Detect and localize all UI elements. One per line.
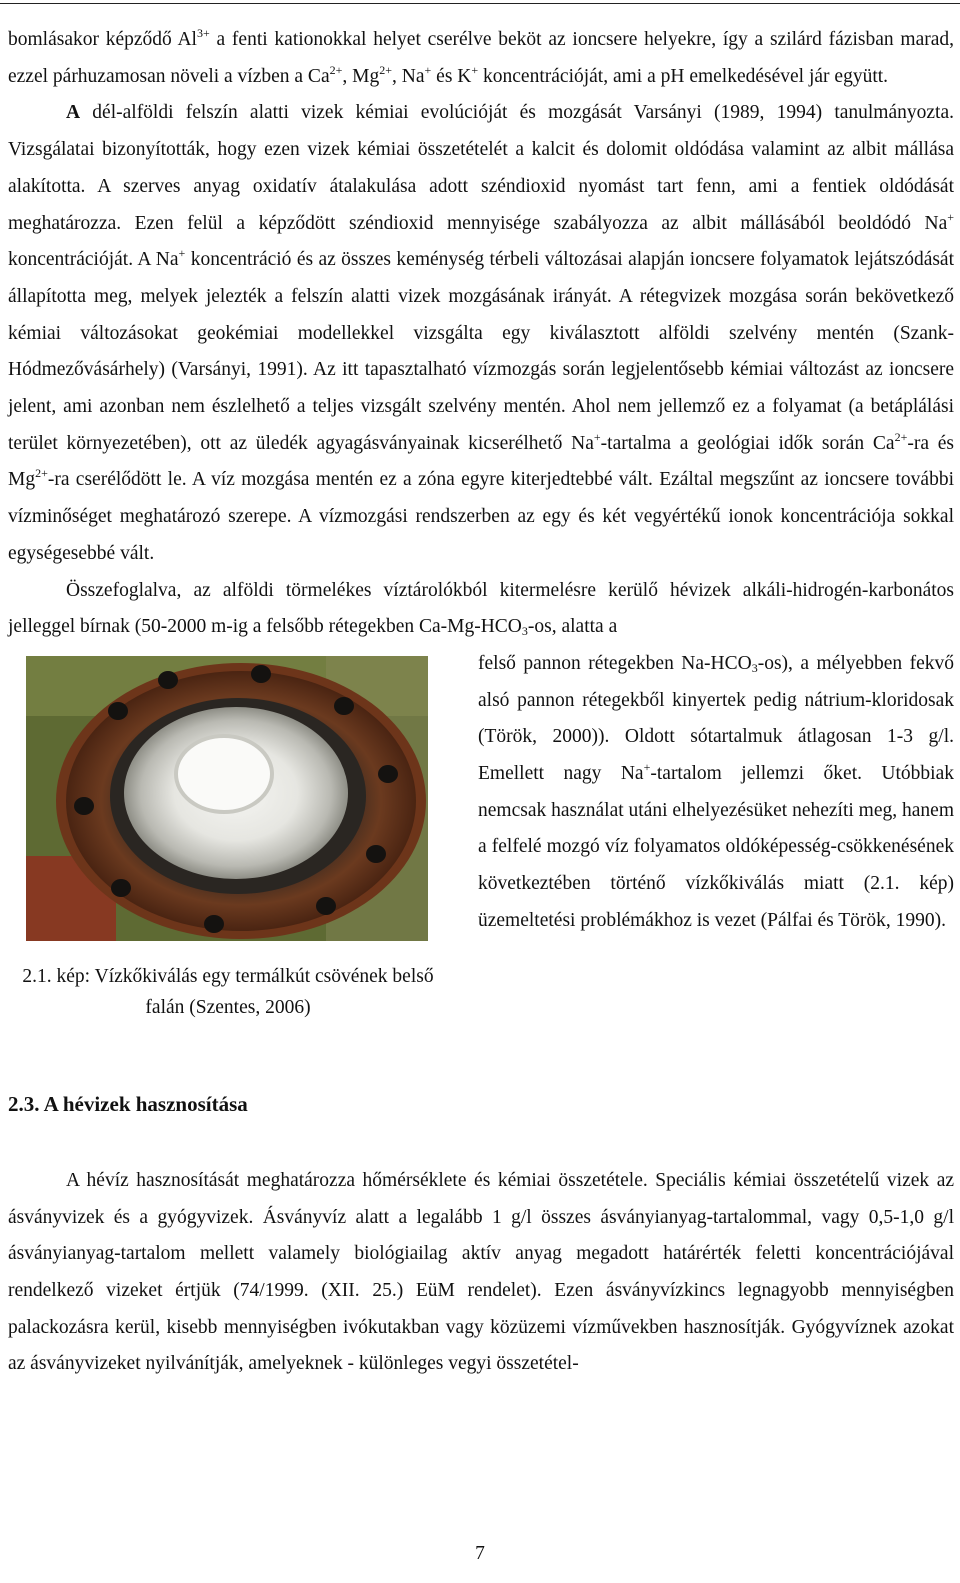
paragraph-1: bomlásakor képződő $Al^{3+}$ a fenti kationokkal helyet cserélve beköt az ioncsere helyekre, így a szilárd fázisban marad, ezzel párhuzamosan növeli a vízben a $Ca^{2+}$, $Mg^{2+}$, Na+ és K+ koncentrációját, ami a pH emelkedésével jár együtt. [8, 26, 954, 87]
paragraph-3-first-lines: Összefoglalva, az alföldi törmelékes víztárolókból kitermelésre kerülő hévizek alkáli-hidrogén-karbonátos jelleggel bírnak (50-2000 m-ig a felsőbb rétegekben $Ca-Mg-HCO_3-os$, alatta a [8, 579, 954, 639]
paragraph-2: A dél-alföldi felszín alatti vizek kémiai evolúcióját és mozgását Varsányi (1989, 1994) tanulmányozta. Vizsgálatai bizonyították, hogy ezen vizek kémiai összetételét a kalcit és dolomit oldódása valamint az albit mállása alakította. A szerves anyag oxidatív átalakulása adott széndioxid nyomást tart fenn, ami a fentiek oldódását meghatározza. Ezen felül a képződött széndioxid mennyisége szabályozza az albit mállásából beoldódó Na+ koncentrációját. A Na+ koncentráció és az összes keménység térbeli változásai alapján ioncsere folyamatok lejátszódását állapította meg, melyek jelezték a felszín alatti vizek mozgásának irányát. A rétegvizek mozgása során bekövetkező kémiai változásokat geokémiai modellekkel vizsgálta egy kiválasztott alföldi szelvény mentén (Szank-Hódmezővásárhely) (Varsányi, 1991). Az itt tapasztalható vízmozgás során legjelentősebb kémiai változást az ioncsere jelent, ami azonban nem észlelhető a teljes vizsgált szelvény mentén. Ahol nem jellemző ez a folyamat (a betáplálási terület környezetében), ott az üledék agyagásványainak kicserélhető Na+-tartalma a geológiai idők során $Ca^{2+}-ra$ és $Mg^{2+}-ra$ cserélődött le. A víz mozgása mentén ez a zóna egyre kiterjedtebbé vált. Ezáltal megszűnt az ioncsere további vízminőséget meghatározó szerepe. A vízmozgási rendszerben az egy és két vegyértékű ionok koncentrációja sokkal egységesebbé vált. [8, 102, 955, 564]
header-rule [0, 3, 960, 4]
figure-2-1 [8, 646, 460, 1076]
section-heading: 2.3. A hévizek hasznosítása [8, 1091, 248, 1116]
pipe-scale-photo [26, 656, 428, 941]
figure-caption: 2.1. kép: Vízkőkiválás egy termálkút csövének belső falán (Szentes, 2006) [22, 965, 434, 1018]
paragraph-4: A hévíz hasznosítását meghatározza hőmérséklete és kémiai összetétele. Speciális kémiai összetételű vizek az ásványvizek és a gyógyvizek. Ásványvíz alatt a legalább 1 g/l összes ásványianyag-tartalommal, vagy 0,5-1,0 g/l ásványianyag-tartalom mellett valamely biológiailag aktív anyag megadott határérték feletti koncentrációjával rendelkező vizeket értjük (74/1999. (XII. 25.) EüM rendelet). Ezen ásványvízkincs legnagyobb mennyiségben palackozásra kerül, kisebb mennyiségben ivókutakban vagy közüzemi vízművekben hasznosítják. Gyógyvíznek azokat az ásványvizeket nyilvánítják, amelyeknek - különleges vegyi összetétel- [8, 1169, 954, 1375]
paragraph-3-wrapped: felső pannon rétegekben $Na-HCO_3-os$), a mélyebben fekvő alsó pannon rétegekből kinyertek pedig nátrium-kloridosak (Török, 2000)). Oldott sótartalmuk átlagosan 1-3 g/l. Emellett nagy Na+-tartalom jellemzi őket. Utóbbiak nemcsak használat utáni elhelyezésüket nehezíti meg, hanem a felfelé mozgó víz folyamatos oldóképesség-csökkenésének következtében történő vízkőkiválás miatt (2.1. kép) üzemeltetési problémákhoz is vezet (Pálfai és Török, 1990). [478, 652, 954, 931]
figure-photo [26, 656, 428, 941]
page-number: 7 [475, 1543, 485, 1564]
document-page [8, 22, 954, 1383]
